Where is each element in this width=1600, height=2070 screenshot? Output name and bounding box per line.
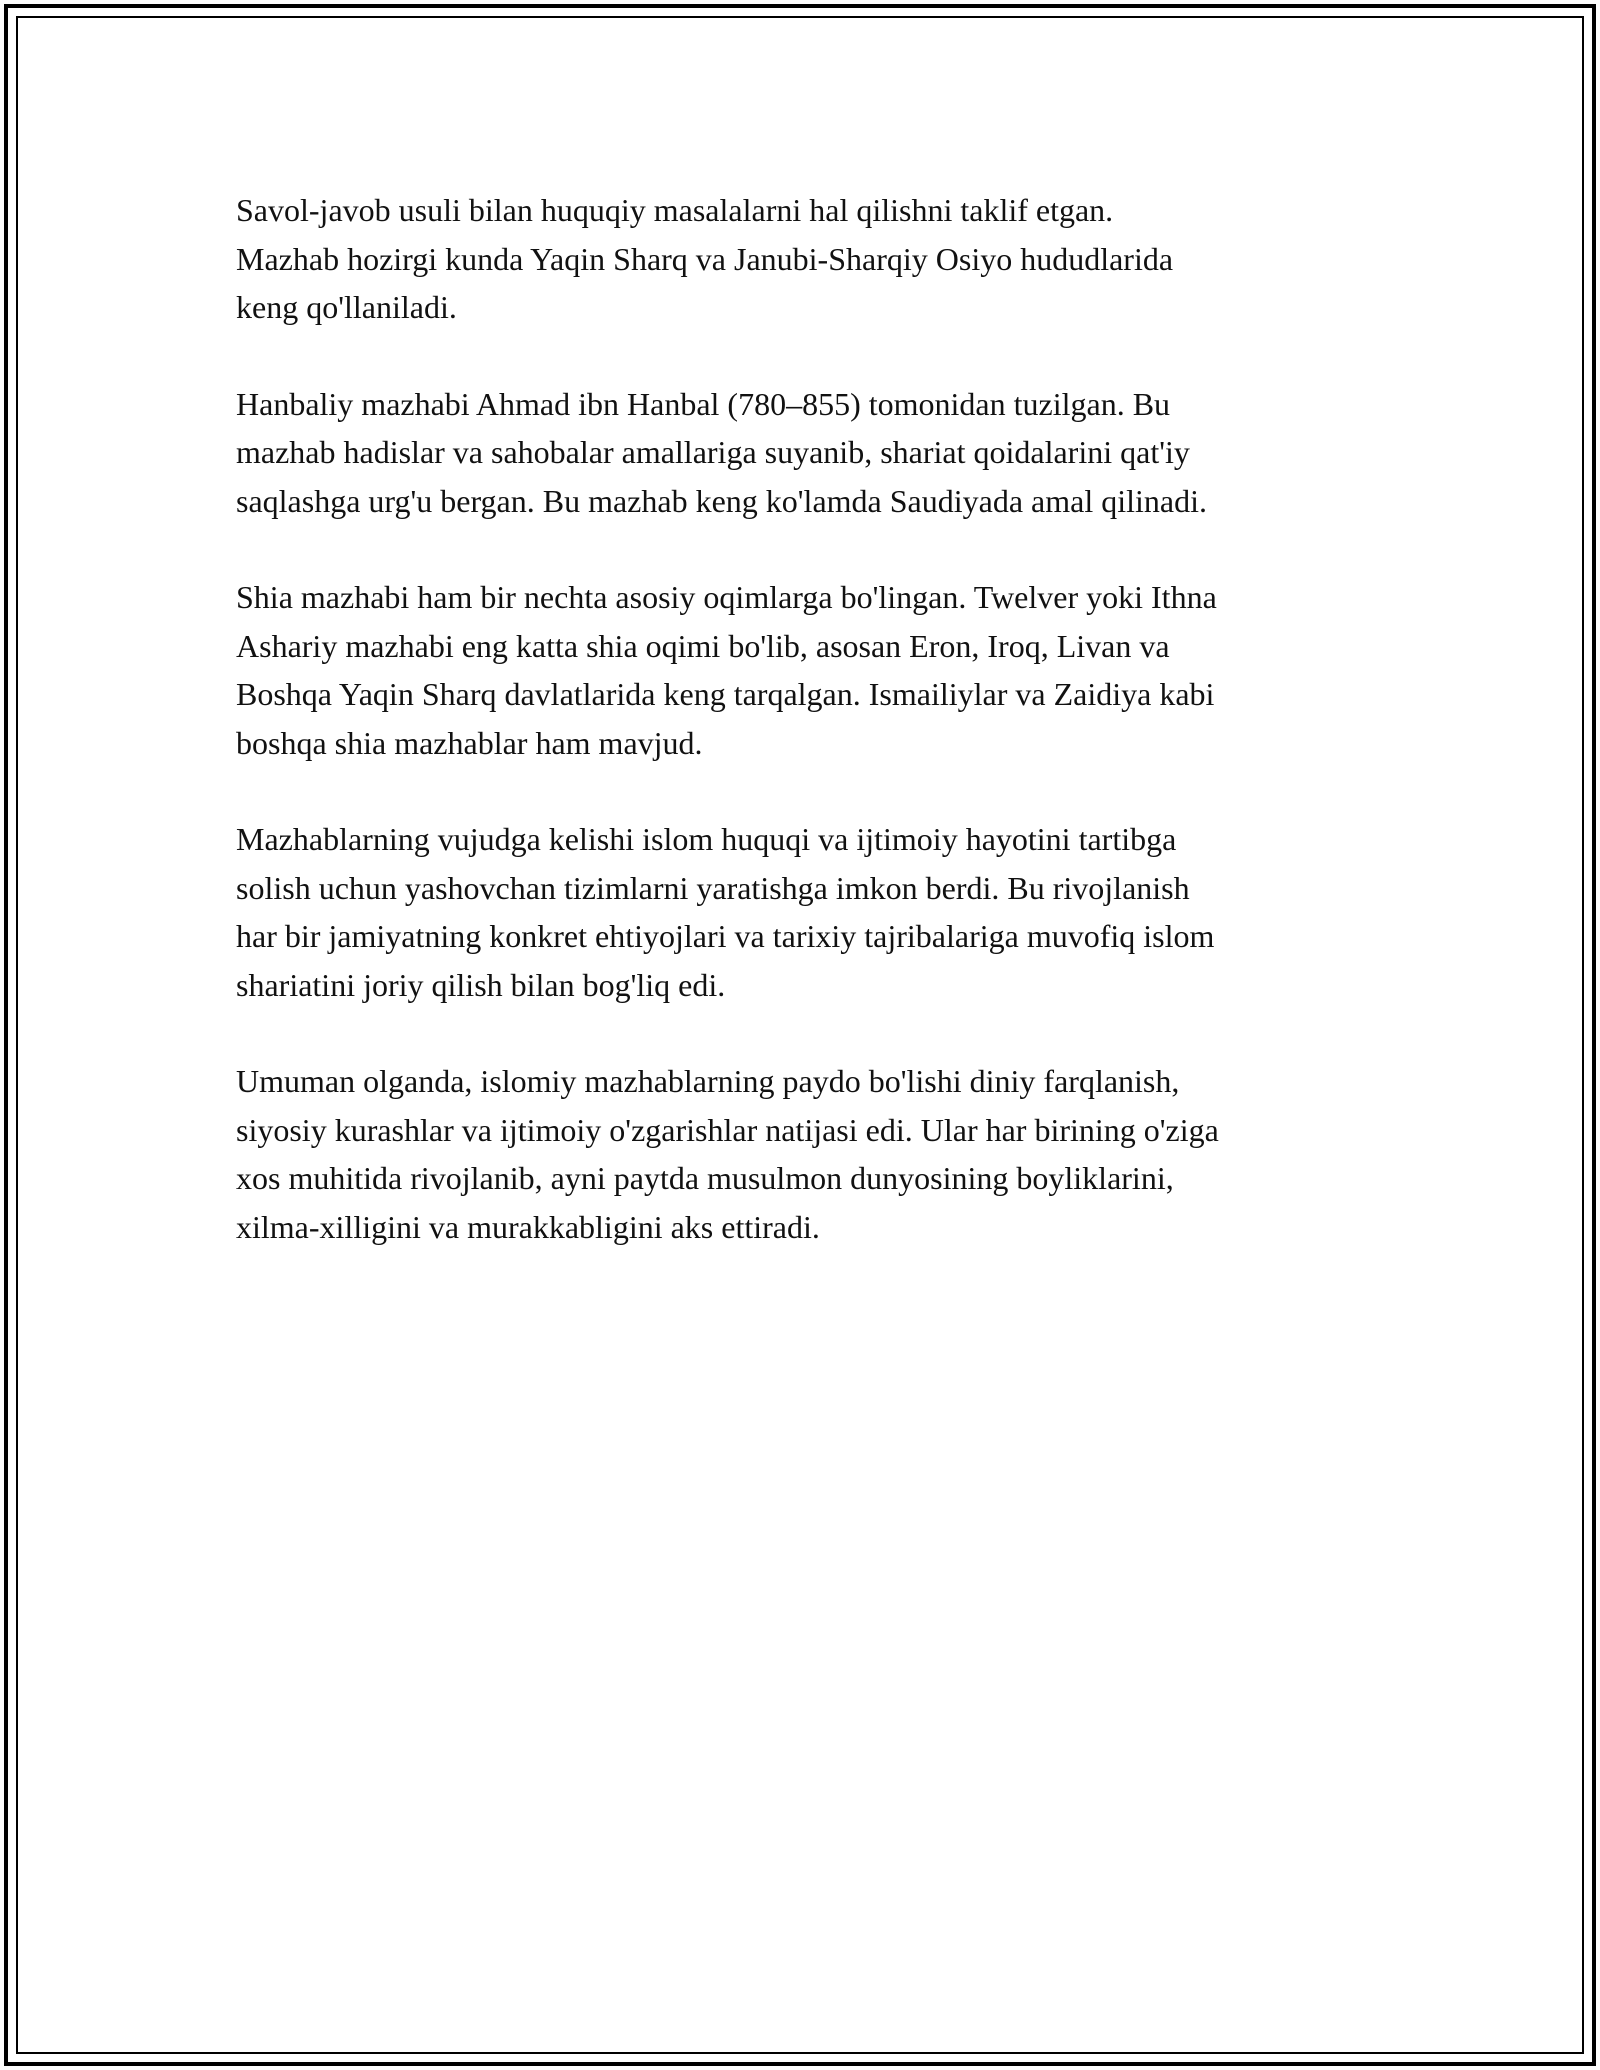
paragraph-line: Ashariy mazhabi eng katta shia oqimi bo'lib, asosan Eron, Iroq, Livan va [236,627,1170,664]
document-body [236,186,1376,1299]
paragraph-3 [236,573,1376,767]
paragraph-line: Mazhab hozirgi kunda Yaqin Sharq va Janubi-Sharqiy Osiyo hududlarida [236,240,1174,277]
paragraph-line: xos muhitida rivojlanib, ayni paytda musulmon dunyosining boyliklarini, [236,1160,1174,1196]
paragraph-line: siyosiy kurashlar va ijtimoiy o'zgarishlar natijasi edi. Ular har birining o'ziga [236,1111,1219,1148]
paragraph-line: xilma-xilligini va murakkabligini aks ettiradi. [236,1208,820,1245]
paragraph-line: Umuman olganda, islomiy mazhablarning paydo bo'lishi diniy farqlanish, [236,1063,1180,1099]
paragraph-line: Shia mazhabi ham bir nechta asosiy oqimlarga bo'lingan. Twelver yoki Ithna [236,579,1217,615]
paragraph-line: Savol-javob usuli bilan huquqiy masalalarni hal qilishni taklif etgan. [236,192,1114,228]
paragraph-line: Mazhablarning vujudga kelishi islom huquqi va ijtimoiy hayotini tartibga [236,821,1177,857]
paragraph-line: har bir jamiyatning konkret ehtiyojlari va tarixiy tajribalariga muvofiq islom [236,918,1215,954]
paragraph-5 [236,1057,1376,1251]
paragraph-line: shariatini joriy qilish bilan bog'liq edi. [236,966,726,1003]
paragraph-4 [236,815,1376,1009]
paragraph-line: keng qo'llaniladi. [236,289,457,325]
paragraph-line: mazhab hadislar va sahobalar amallariga suyanib, shariat qoidalarini qat'iy [236,434,1190,470]
paragraph-line: boshqa shia mazhablar ham mavjud. [236,724,703,761]
paragraph-line: solish uchun yashovchan tizimlarni yaratishga imkon berdi. Bu rivojlanish [236,869,1190,906]
paragraph-line: Boshqa Yaqin Sharq davlatlarida keng tarqalgan. Ismailiylar va Zaidiya kabi [236,676,1215,712]
paragraph-line: saqlashga urg'u bergan. Bu mazhab keng ko'lamda Saudiyada amal qilinadi. [236,482,1207,519]
paragraph-line: Hanbaliy mazhabi Ahmad ibn Hanbal (780–855) tomonidan tuzilgan. Bu [236,385,1171,422]
paragraph-2 [236,380,1376,526]
paragraph-1 [236,186,1376,332]
